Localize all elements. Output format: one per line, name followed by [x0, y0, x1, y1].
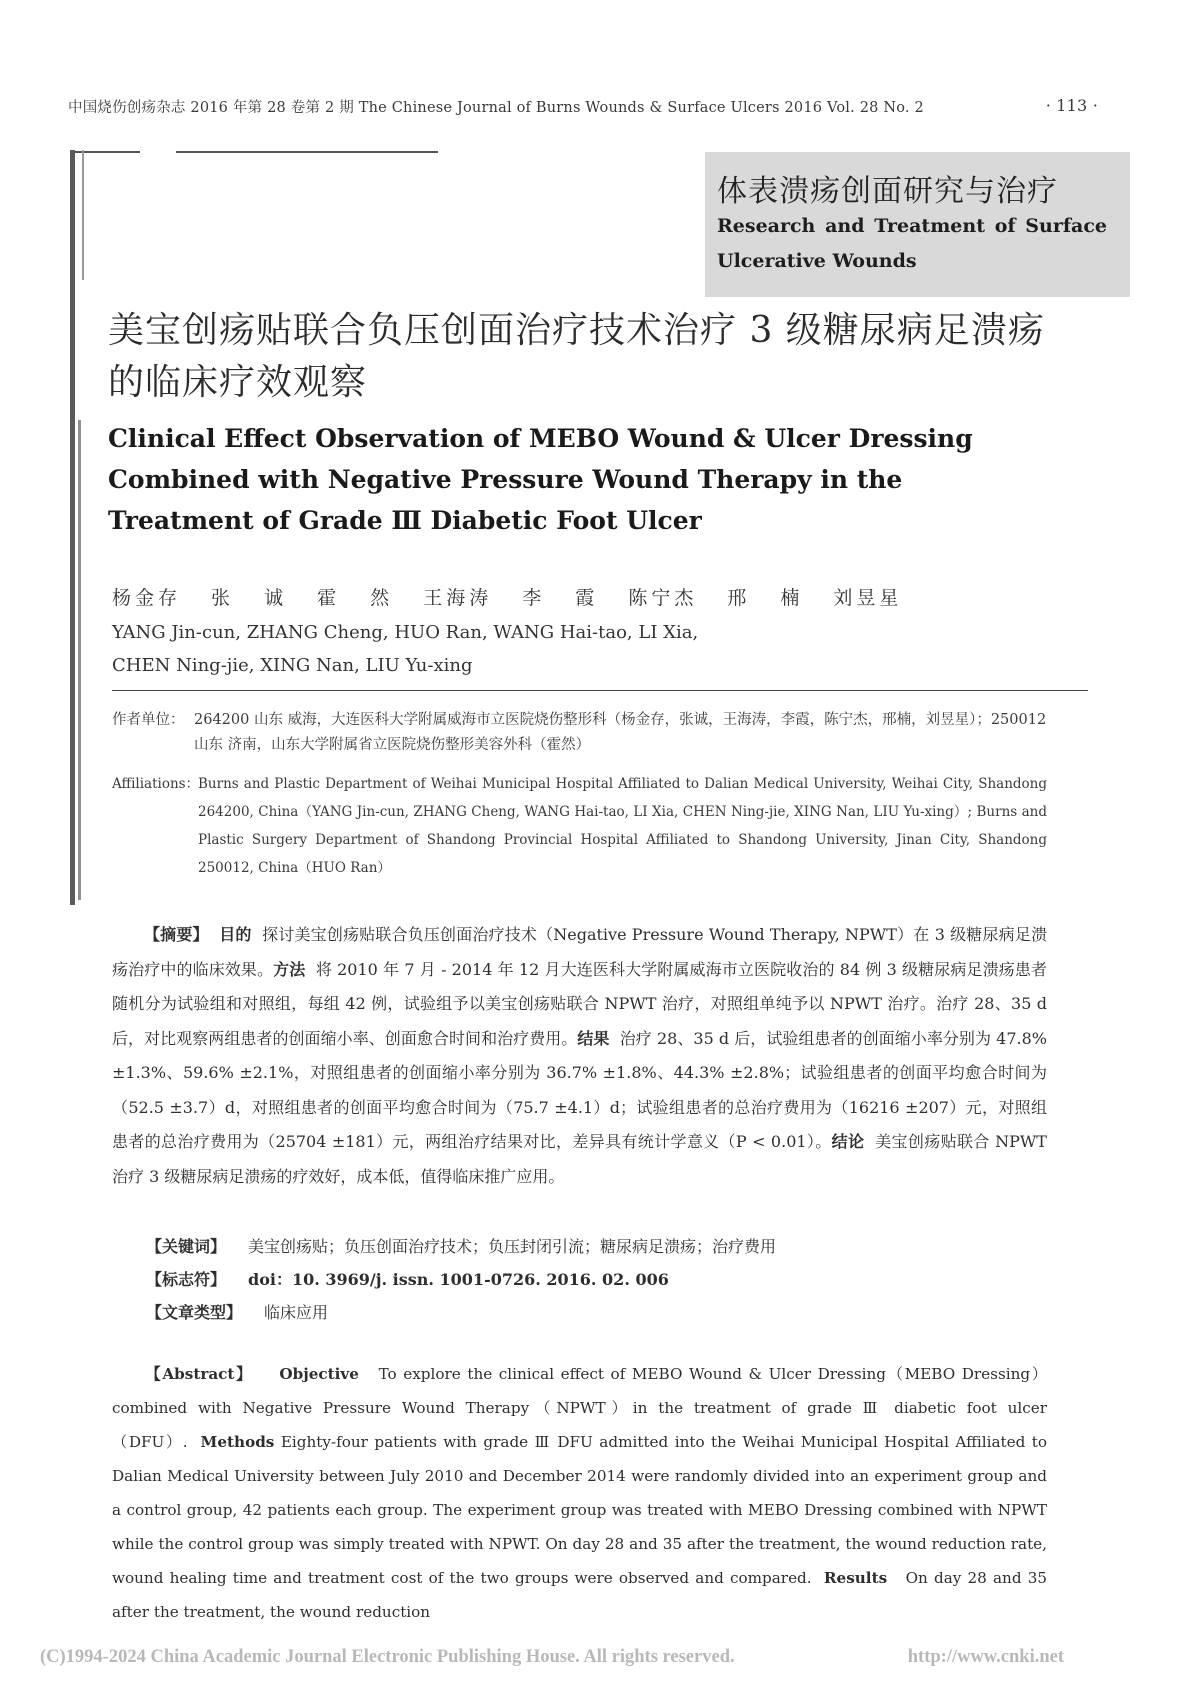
footer — [40, 1647, 1160, 1668]
section-banner — [705, 152, 1130, 297]
abstract-en-label: 【Abstract】 — [145, 1365, 254, 1383]
doi-row — [146, 1267, 669, 1290]
copyright-notice: (C)1994-2024 China Academic Journal Electronic Publishing House. All rights reserved. — [40, 1647, 735, 1667]
keywords-cn — [146, 1234, 776, 1257]
authors-cn: 杨金存 张 诚 霍 然 王海涛 李 霞 陈宁杰 邢 楠 刘昱星 — [112, 587, 903, 609]
objective-cn: 探讨美宝创疡贴联合负压创面治疗技术（Negative Pressure Wound Therapy, NPWT）在 3 级糖尿病足溃疡治疗中的临床效果。 — [112, 925, 1048, 979]
results-cn-label: 结果 — [577, 1028, 610, 1048]
margin-bar — [70, 150, 75, 905]
conclusion-cn-label: 结论 — [831, 1132, 865, 1151]
affiliation-cn-text: 264200 山东 威海，大连医科大学附属威海市立医院烧伤整形科（杨金存，张诚，王海涛，李霞，陈宁杰，邢楠，刘昱星）；250012 山东 济南，山东大学附属省立医院烧伤整形美容外科（霍然） — [194, 712, 1047, 753]
margin-scan-mark — [82, 150, 84, 280]
page-number: · 113 · — [1045, 96, 1098, 115]
results-en-label: Results — [823, 1569, 888, 1587]
affiliation-cn-label: 作者单位： — [112, 712, 185, 728]
objective-cn-label: 目的 — [219, 925, 252, 944]
section-title-cn: 体表溃疡创面研究与治疗 — [717, 174, 1058, 209]
affiliation-cn — [112, 708, 1047, 758]
footer-url: http://www.cnki.net — [907, 1647, 1064, 1667]
keywords-cn-text: 美宝创疡贴；负压创面治疗技术；负压封闭引流；糖尿病足溃疡；治疗费用 — [248, 1237, 777, 1256]
header-rule — [176, 151, 438, 153]
article-type-label: 【文章类型】 — [146, 1303, 243, 1322]
affiliation-en-label: Affiliations： — [112, 776, 200, 792]
article-type-text: 临床应用 — [264, 1303, 329, 1322]
methods-en: Eighty-four patients with grade Ⅲ DFU admitted into the Weihai Municipal Hospital Affiliated to Dalian Medical University between July 2010 and December 2014 were randomly divided into an experiment group and a control group, 42 patients each group. The experiment group was treated with MEBO Dressing combined with NPWT while the control group was simply treated with NPWT. On day 28 and 35 after the treatment, the wound reduction rate, wound healing time and treatment cost of the two groups were observed and compared. — [112, 1433, 1048, 1587]
abstract-cn — [112, 918, 1047, 1194]
methods-cn: 将 2010 年 7 月 - 2014 年 12 月大连医科大学附属威海市立医院收治的 84 例 3 级糖尿病足溃疡患者随机分为试验组和对照组，每组 42 例，试验组予以美宝创疡贴联合 NPWT 治疗，对照组单纯予以 NPWT 治疗。治疗 28、35 d 后，对比观察两组患者的创面缩小率、创面愈合时间和治疗费用。 — [112, 959, 1047, 1048]
abstract-en — [112, 1357, 1047, 1629]
results-en: On day 28 and 35 after the treatment, the wound reduction — [112, 1569, 1048, 1621]
margin-scan-mark — [78, 420, 81, 900]
doi-text: doi：10. 3969/j. issn. 1001-0726. 2016. 02. 006 — [248, 1270, 669, 1289]
results-cn: 治疗 28、35 d 后，试验组患者的创面缩小率分别为 47.8% ±1.3%、59.6% ±2.1%，对照组患者的创面缩小率分别为 36.7% ±1.8%、44.3% ±2.8%；试验组患者的创面平均愈合时间为（52.5 ±3.7）d，对照组患者的创面平均愈合时间为（75.7 ±4.1）d；试验组患者的总治疗费用为（16216 ±207）元，对照组患者的总治疗费用为（25704 ±181）元，两组治疗结果对比，差异具有统计学意义（P < 0.01）。 — [112, 1028, 1047, 1151]
affiliation-en — [112, 770, 1047, 882]
methods-en-label: Methods — [200, 1433, 275, 1451]
abstract-cn-label: 【摘要】 — [144, 925, 209, 944]
conclusion-cn: 美宝创疡贴联合 NPWT 治疗 3 级糖尿病足溃疡的疗效好，成本低，值得临床推广应用。 — [112, 1132, 1047, 1186]
affiliation-en-text: Burns and Plastic Department of Weihai Municipal Hospital Affiliated to Dalian Medical University, Weihai City, Shandong 264200, China（YANG Jin-cun, ZHANG Cheng, WANG Hai-tao, LI Xia, CHEN Ning-jie, XING Nan, LIU Yu-xing）; Burns and Plastic Surgery Department of Shandong Provincial Hospital Affiliated to Shandong University, Jinan City, Shandong 250012, China（HUO Ran） — [198, 776, 1047, 876]
keywords-cn-label: 【关键词】 — [146, 1237, 227, 1256]
article-type-row — [146, 1300, 328, 1323]
journal-citation: 中国烧伤创疡杂志 2016 年第 28 卷第 2 期 The Chinese Journal of Burns Wounds & Surface Ulcers 2016 Vol. 28 No. 2 — [68, 100, 924, 116]
section-title-en: Research and Treatment of Surface Ulcerative Wounds — [717, 215, 1107, 272]
objective-en: To explore the clinical effect of MEBO Wound & Ulcer Dressing（MEBO Dressing）combined with Negative Pressure Wound Therapy（NPWT）in the treatment of grade Ⅲ diabetic foot ulcer（DFU）. — [112, 1365, 1048, 1451]
article-title-en: Clinical Effect Observation of MEBO Wound & Ulcer Dressing Combined with Negative Pressure Wound Therapy in the Treatment of Grade Ⅲ Diabetic Foot Ulcer — [108, 424, 973, 535]
article-title-cn: 美宝创疡贴联合负压创面治疗技术治疗 3 级糖尿病足溃疡的临床疗效观察 — [108, 310, 1045, 403]
authors-en: YANG Jin-cun, ZHANG Cheng, HUO Ran, WANG Hai-tao, LI Xia, CHEN Ning-jie, XING Nan, LIU Yu-xing — [112, 622, 699, 676]
methods-cn-label: 方法 — [273, 959, 306, 979]
objective-en-label: Objective — [279, 1365, 359, 1383]
divider — [112, 690, 1088, 691]
doi-label: 【标志符】 — [146, 1270, 227, 1289]
